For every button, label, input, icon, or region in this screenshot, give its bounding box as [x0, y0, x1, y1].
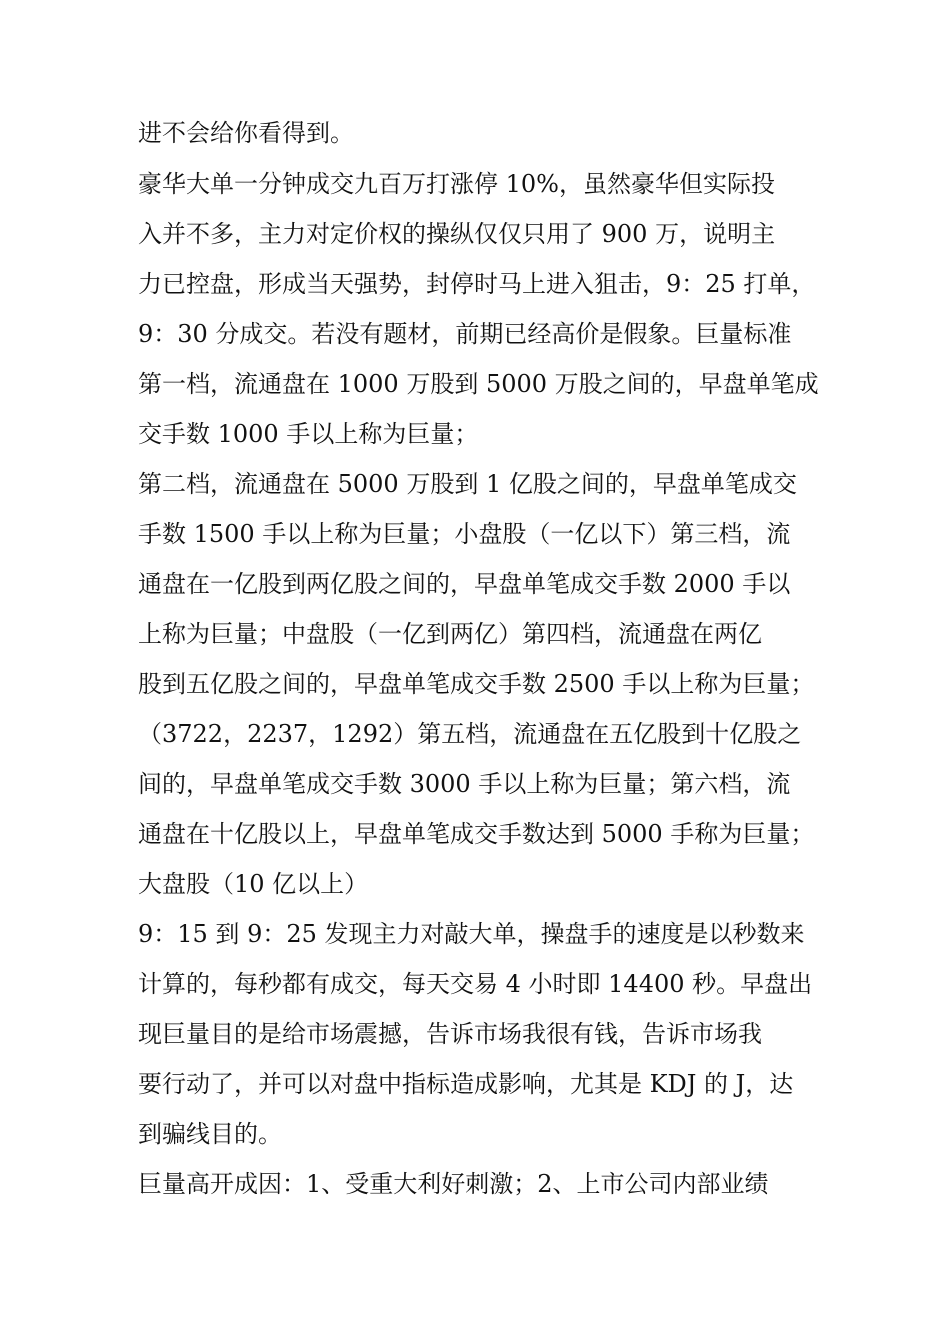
text-line-15: 通盘在十亿股以上，早盘单笔成交手数达到 5000 手称为巨量；: [138, 820, 815, 848]
text-line-7: 交手数 1000 手以上称为巨量；: [138, 420, 479, 448]
text-line-16: 大盘股（10 亿以上）: [138, 870, 369, 898]
text-line-1: 进不会给你看得到。: [138, 119, 354, 147]
text-line-21: 到骗线目的。: [138, 1120, 282, 1148]
text-line-22: 巨量高开成因：1、受重大利好刺激；2、上市公司内部业绩: [138, 1170, 769, 1198]
text-line-6: 第一档，流通盘在 1000 万股到 5000 万股之间的，早盘单笔成: [138, 370, 819, 398]
text-line-19: 现巨量目的是给市场震撼，告诉市场我很有钱，告诉市场我: [138, 1020, 762, 1048]
text-line-12: 股到五亿股之间的，早盘单笔成交手数 2500 手以上称为巨量；: [138, 670, 815, 698]
text-line-5: 9：30 分成交。若没有题材，前期已经高价是假象。巨量标准: [138, 320, 792, 348]
text-line-13: （3722，2237，1292）第五档，流通盘在五亿股到十亿股之: [138, 720, 802, 748]
text-line-10: 通盘在一亿股到两亿股之间的，早盘单笔成交手数 2000 手以: [138, 570, 791, 598]
text-line-4: 力已控盘，形成当天强势，封停时马上进入狙击，9：25 打单，: [138, 270, 816, 298]
text-line-18: 计算的，每秒都有成交，每天交易 4 小时即 14400 秒。早盘出: [138, 970, 813, 998]
text-line-20: 要行动了，并可以对盘中指标造成影响，尤其是 KDJ 的 J，达: [138, 1070, 794, 1098]
text-line-17: 9：15 到 9：25 发现主力对敲大单，操盘手的速度是以秒数来: [138, 920, 805, 948]
text-line-9: 手数 1500 手以上称为巨量；小盘股（一亿以下）第三档，流: [138, 520, 791, 548]
text-line-11: 上称为巨量；中盘股（一亿到两亿）第四档，流通盘在两亿: [138, 620, 762, 648]
text-line-8: 第二档，流通盘在 5000 万股到 1 亿股之间的，早盘单笔成交: [138, 470, 797, 498]
text-line-14: 间的，早盘单笔成交手数 3000 手以上称为巨量；第六档，流: [138, 770, 791, 798]
text-line-3: 入并不多，主力对定价权的操纵仅仅只用了 900 万，说明主: [138, 220, 776, 248]
text-line-2: 豪华大单一分钟成交九百万打涨停 10%，虽然豪华但实际投: [138, 170, 775, 198]
